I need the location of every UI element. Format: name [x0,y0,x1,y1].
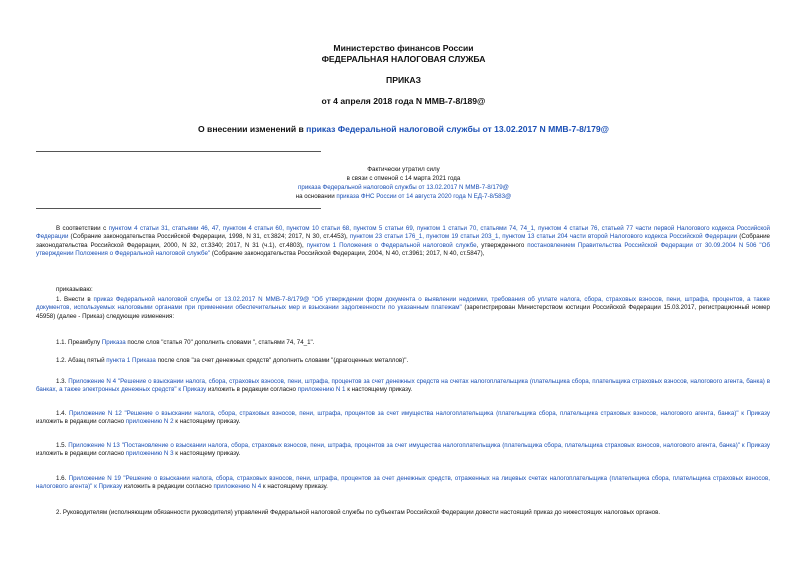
ministry-name: Министерство финансов России [333,43,474,53]
item-1-5 [36,442,770,459]
item-1-4 [36,410,770,427]
preamble-link-regulation[interactable]: пунктом 1 Положения о Федеральной налоговой службе [306,241,477,249]
status-line-2: в связи с отменой с 14 марта 2021 года [346,175,461,182]
divider-bottom [36,208,321,209]
item-1-3 [36,378,770,395]
item-1-5-text-1: 1.5. [56,442,69,449]
doc-title [0,124,807,135]
preamble-text-2: (Собрание законодательства Российской Федерации, 1998, N 31, ст.3824; 2017, N 30, ст.4453), [68,233,350,241]
item-1-2-link[interactable]: пункта 1 Приказа [106,357,156,364]
item-1-4-link-appendix[interactable]: Приложение N 12 "Решение о взыскании налога, сбора, страховых взносов, пени, штрафа, процентов за счет имущества налогоплательщика (плательщика сбора, плательщика страховых взносов, налогового агента, банка)" к Приказу [68,410,770,417]
doc-type: ПРИКАЗ [386,75,421,85]
item-1-4-link-new[interactable]: приложению N 2 [125,418,174,426]
item-2: 2. Руководителям (исполняющим обязанности руководителя) управлений Федеральной налоговой службы по субъектам Российской Федерации довести настоящий приказ до нижестоящих налоговых органов. [56,509,661,516]
status-basis-prefix: на основании [295,193,337,200]
status-line-3 [0,184,807,192]
item-1-1-link[interactable]: Приказа [101,339,126,346]
item-1-6-link-appendix[interactable]: Приложение N 19 "Решение о взыскании налога, сбора, страховых взносов, пени, штрафа, процентов за счет денежных средств, отраженных на лицевых счетах налогоплательщика (плательщика сбора, плательщика страховых взносов, налогового агента)" к Приказу [36,475,770,491]
item-1-3-link-new[interactable]: приложению N 1 [297,386,346,394]
preamble-link-nk-part1[interactable]: пунктом 4 статьи 31, статьями 46, 47, пунктом 4 статьи 60, пунктом 10 статьи 68, пунктом 5 статьи 69, пунктом 1 статьи 70, статьями 74, 74_1, пунктом 4 статьи 76, статьей 77 части первой Налогового кодекса Российской Федерации [36,225,770,241]
item-1-text-2: (зарегистрирован Министерством юстиции Российской Федерации 15.03.2017, регистрационный номер 45958) (далее - Приказ) следующие изменения: [36,304,770,320]
preamble-text-4: , утвержденного [476,241,528,249]
order-word: приказываю: [56,286,93,293]
item-1-2 [36,357,770,365]
item-1-2-text-2: после слов "за счет денежных средств" дополнить словами "(драгоценных металлов)". [155,357,409,364]
preamble-text-1: В соответствии с [56,225,109,232]
item-1-6-link-new[interactable]: приложению N 4 [213,483,262,491]
preamble-text-5: (Собрание законодательства Российской Федерации, 2004, N 40, ст.3961; 2017, N 40, ст.5847), [210,250,485,258]
item-1-3-link-appendix[interactable]: Приложение N 4 "Решение о взыскании налога, сбора, страховых взносов, пени, штрафа, процентов за счет денежных средств на счетах налогоплательщика (плательщика сбора, плательщика страховых взносов, налогового агента, банка) в банках, а также электронных денежных средств" к Приказу [36,378,770,394]
doc-date-number: от 4 апреля 2018 года N ММВ-7-8/189@ [321,96,486,106]
doc-title-prefix: О внесении изменений в [197,124,307,134]
item-1-6-text-1: 1.6. [56,475,69,482]
item-1-2-text-1: 1.2. Абзац пятый [56,357,107,364]
preamble-paragraph [36,225,770,259]
item-1-3-text-2: изложить в редакции согласно [206,386,298,394]
item-1-5-link-new[interactable]: приложению N 3 [125,450,174,458]
status-order-link[interactable]: приказа Федеральной налоговой службы от 13.02.2017 N ММВ-7-8/179@ [298,184,509,191]
item-1-text-1: 1. Внести в [56,296,94,303]
service-name: ФЕДЕРАЛЬНАЯ НАЛОГОВАЯ СЛУЖБА [321,54,486,64]
status-line-4 [0,193,807,201]
item-1-3-text-1: 1.3. [56,378,69,385]
item-1-5-text-3: к настоящему приказу. [173,450,241,458]
preamble-link-nk-part2[interactable]: пунктом 23 статьи 176_1, пунктом 19 статьи 203_1, пунктом 13 статьи 204 части второй Налогового кодекса Российской Федерации [349,233,738,241]
item-1-1 [36,339,770,347]
item-1-4-text-2: изложить в редакции согласно [36,418,126,426]
item-1-1-text-2: после слов "статья 70" дополнить словами ", статьями 74, 74_1". [125,339,315,346]
item-1-3-text-3: к настоящему приказу. [345,386,413,394]
item-1-1-text-1: 1.1. Преамбулу [56,339,102,346]
item-1 [36,296,770,321]
doc-title-link[interactable]: приказ Федеральной налоговой службы от 13.02.2017 N ММВ-7-8/179@ [306,124,610,134]
item-1-5-link-appendix[interactable]: Приложение N 13 "Постановление о взыскании налога, сбора, страховых взносов, пени, штрафа, процентов за счет имущества налогоплательщика (плательщика сбора, плательщика страховых взносов, налогового агента, банка)" к Приказу [68,442,770,449]
divider-top [36,151,321,152]
preamble-link-resolution[interactable]: постановлением Правительства Российской Федерации от 30.09.2004 N 506 "Об утверждении Положения о Федеральной налоговой службе" [36,241,770,258]
item-1-4-text-3: к настоящему приказу. [173,418,241,426]
item-1-6 [36,475,770,492]
item-1-6-text-2: изложить в редакции согласно [121,483,214,491]
item-1-5-text-2: изложить в редакции согласно [36,450,126,458]
status-line-1: Фактически утратил силу [367,166,440,173]
status-basis-link[interactable]: приказа ФНС России от 14 августа 2020 года N ЕД-7-8/583@ [336,193,512,200]
item-1-4-text-1: 1.4. [56,410,69,417]
item-1-6-text-3: к настоящему приказу. [261,483,328,491]
item-1-order-link[interactable]: приказ Федеральной налоговой службы от 13.02.2017 N ММВ-7-8/179@ "Об утверждении форм документа о выявлении недоимки, требования об уплате налога, сбора, страховых взносов, пени, штрафа, процентов, а также документов, используемых налоговыми органами при применении обеспечительных мер и взыскании задолженности по указанным платежам" [36,296,770,312]
preamble-text-3: (Собрание законодательства Российской Федерации, 2000, N 32, ст.3340; 2017, N 31 (ч.1), ст.4803), [36,233,770,249]
